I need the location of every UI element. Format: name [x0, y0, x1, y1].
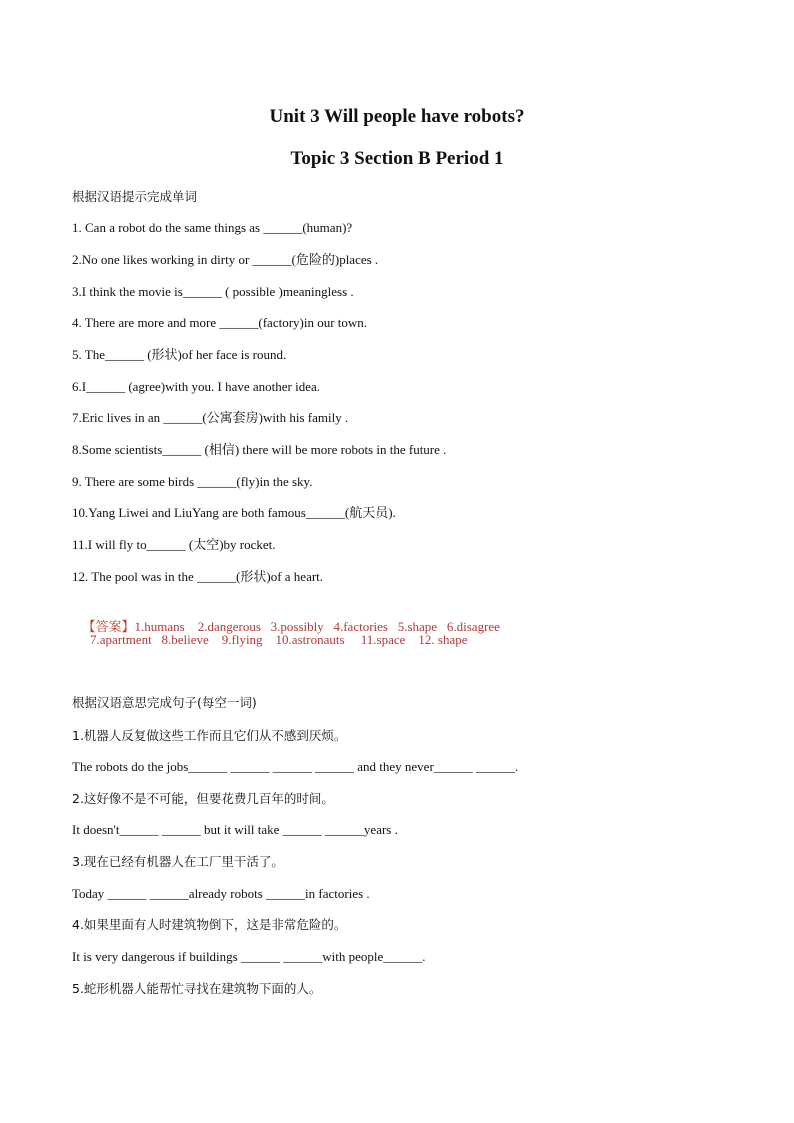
sentence-prompt-2: 2.这好像不是不可能，但要花费几百年的时间。: [72, 791, 334, 806]
exercise-item-6: 6.I______ (agree)with you. I have another idea.: [72, 379, 320, 394]
section2-heading: 根据汉语意思完成句子(每空一词): [72, 695, 257, 710]
exercise-item-12: 12. The pool was in the ______(形状)of a heart.: [72, 569, 324, 584]
sentence-answer-3: Today ______ ______already robots ______in factories .: [72, 886, 370, 901]
sentence-answer-4: It is very dangerous if buildings ______ ______with people______.: [72, 949, 426, 964]
sentence-prompt-3: 3.现在已经有机器人在工厂里干活了。: [72, 854, 284, 869]
exercise-item-2: 2.No one likes working in dirty or ______(危险的)places .: [72, 252, 379, 267]
answer-line-2: 7.apartment 8.believe 9.flying 10.astronauts 11.space 12. shape: [90, 632, 468, 647]
sentence-prompt-4: 4.如果里面有人时建筑物倒下，这是非常危险的。: [72, 917, 347, 932]
answer-label: 【答案】: [82, 619, 135, 634]
exercise-item-4: 4. There are more and more ______(factory)in our town.: [72, 315, 368, 330]
sentence-prompt-5: 5.蛇形机器人能帮忙寻找在建筑物下面的人。: [72, 981, 322, 996]
page-subtitle: Topic 3 Section B Period 1: [290, 148, 504, 169]
sentence-answer-2: It doesn't______ ______ but it will take ______ ______years .: [72, 822, 398, 837]
sentence-prompt-1: 1.机器人反复做这些工作而且它们从不感到厌烦。: [72, 728, 347, 743]
exercise-item-10: 10.Yang Liwei and LiuYang are both famous______(航天员).: [72, 505, 396, 520]
section1-heading: 根据汉语提示完成单词: [72, 189, 198, 204]
exercise-item-7: 7.Eric lives in an ______(公寓套房)with his family .: [72, 410, 349, 425]
exercise-item-5: 5. The______ (形状)of her face is round.: [72, 347, 287, 362]
exercise-item-11: 11.I will fly to______ (太空)by rocket.: [72, 537, 276, 552]
exercise-item-3: 3.I think the movie is______ ( possible )meaningless .: [72, 284, 354, 299]
exercise-item-1: 1. Can a robot do the same things as ______(human)?: [72, 220, 353, 235]
sentence-answer-1: The robots do the jobs______ ______ ______ ______ and they never______ ______.: [72, 759, 519, 774]
answer-text-1: 1.humans 2.dangerous 3.possibly 4.factories 5.shape 6.disagree: [134, 619, 500, 634]
exercise-item-8: 8.Some scientists______ (相信) there will be more robots in the future .: [72, 442, 447, 457]
page-title: Unit 3 Will people have robots?: [269, 106, 525, 127]
exercise-item-9: 9. There are some birds ______(fly)in the sky.: [72, 474, 313, 489]
